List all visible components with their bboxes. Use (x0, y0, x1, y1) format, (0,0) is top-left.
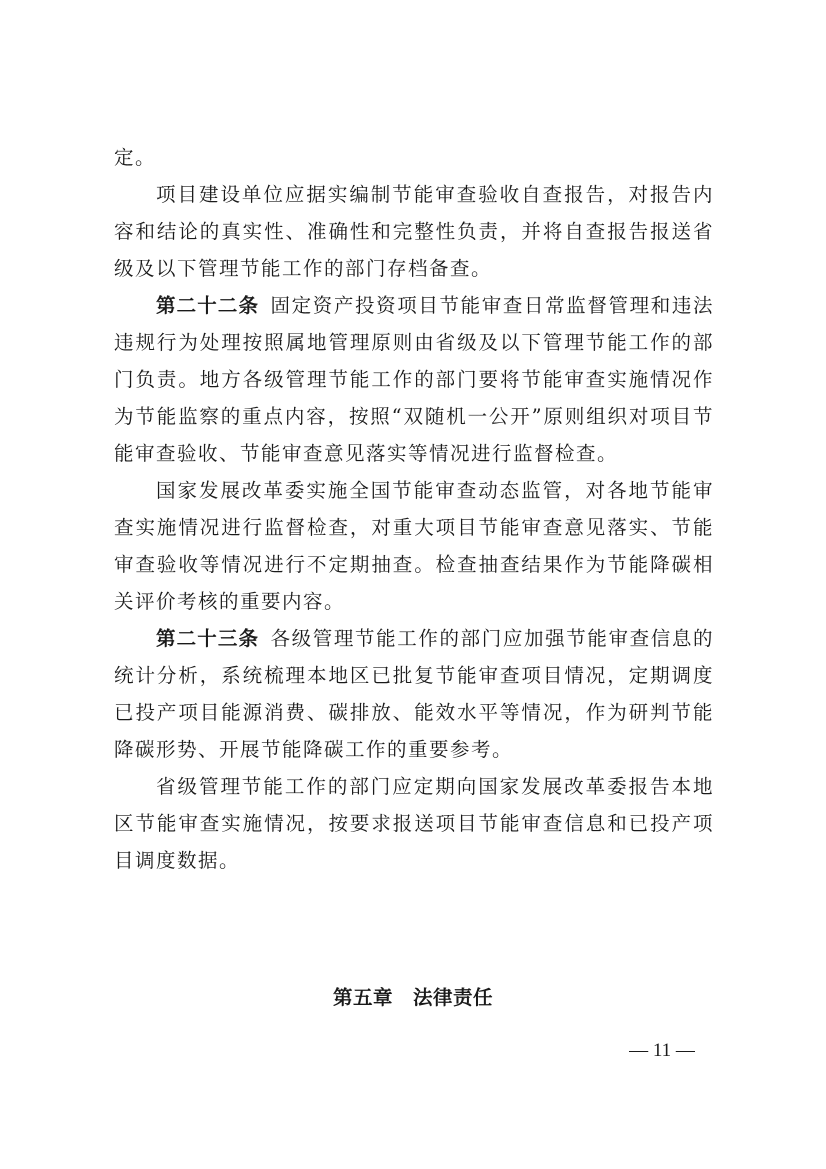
body-text (114, 139, 714, 879)
paragraph-text: 国家发展改革委实施全国节能审查动态监管，对各地节能审查实施情况进行监督检查，对重大项目节能审查意见落实、节能审查验收等情况进行不定期抽查。检查抽查结果作为节能降碳相关评价考核的重要内容。 (114, 479, 714, 613)
paragraph-text: 项目建设单位应据实编制节能审查验收自查报告，对报告内容和结论的真实性、准确性和完整性负责，并将自查报告报送省级及以下管理节能工作的部门存档备查。 (114, 183, 714, 280)
chapter-title: 第五章 法律责任 (332, 986, 493, 1009)
paragraph-self-check-report (114, 176, 714, 287)
article-23 (114, 620, 714, 768)
article-22 (114, 287, 714, 472)
paragraph-national-supervision (114, 472, 714, 620)
article-number: 第二十二条 (156, 294, 260, 317)
paragraph-text: 省级管理节能工作的部门应定期向国家发展改革委报告本地区节能审查实施情况，按要求报送项目节能审查信息和已投产项目调度数据。 (114, 775, 714, 872)
paragraph-text: 各级管理节能工作的部门应加强节能审查信息的统计分析，系统梳理本地区已批复节能审查项目情况，定期调度已投产项目能源消费、碳排放、能效水平等情况，作为研判节能降碳形势、开展节能降碳工作的重要参考。 (114, 627, 714, 761)
paragraph-text: 固定资产投资项目节能审查日常监督管理和违法违规行为处理按照属地管理原则由省级及以下管理节能工作的部门负责。地方各级管理节能工作的部门要将节能审查实施情况作为节能监察的重点内容，按照“双随机一公开”原则组织对项目节能审查验收、节能审查意见落实等情况进行监督检查。 (114, 294, 714, 465)
paragraph-continuation (114, 139, 714, 176)
paragraph-text: 定。 (114, 146, 157, 169)
page-number: — 11 — (629, 1040, 695, 1061)
paragraph-provincial-reporting (114, 768, 714, 879)
article-number: 第二十三条 (156, 627, 260, 650)
